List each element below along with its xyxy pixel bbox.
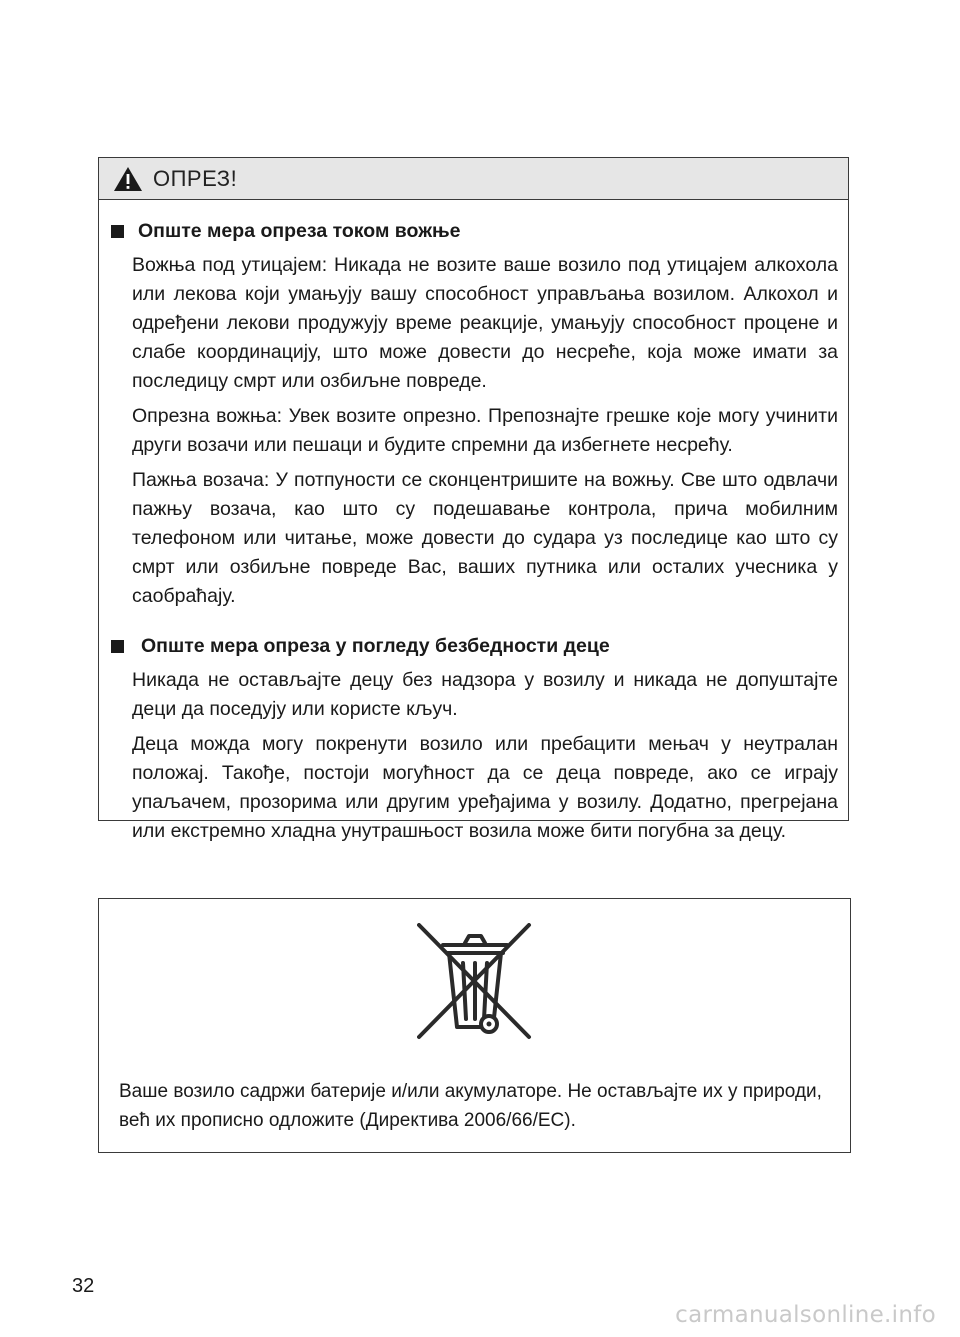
section-heading-driving xyxy=(111,220,838,243)
caution-title: ОПРЕЗ! xyxy=(153,165,238,191)
paragraph-driver-attention: Пажња возача: У потпуности се сконцентришите на вожњу. Све што одвлачи пажњу возача, као што су подешавање контрола, прича мобилним телефоном или читање, може довести до судара уз последице као што су смрт или озбиљне повреде Вас, ваших путника или осталих учесника у саобраћају. xyxy=(132,469,838,607)
crossed-out-bin-icon xyxy=(417,923,533,1041)
recycle-box xyxy=(98,898,851,1153)
paragraph-careful-driving: Опрезна вожња: Увек возите опрезно. Препознајте грешке које могу учинити други возачи или пешаци и будите спремни да избегнете несрећу. xyxy=(132,405,838,456)
square-bullet-icon xyxy=(111,225,124,238)
warning-triangle-icon xyxy=(113,166,143,192)
paragraph-influence: Вожња под утицајем: Никада не возите ваше возило под утицајем алкохола или лекова који умањују вашу способност управљања возилом. Алкохол и одређени лекови продужују време реакције, умањују способност процене и слабе координацију, што може довести до несреће, која може имати за последицу смрт или озбиљне повреде. xyxy=(132,254,838,392)
caution-header xyxy=(99,158,848,200)
section-heading-text: Опште мера опреза у погледу безбедности деце xyxy=(141,635,610,657)
recycle-notice: Ваше возило садржи батерије и/или акумулаторе. Не остављајте их у природи, већ их прописно одложите (Директива 2006/66/EC). xyxy=(119,1081,822,1131)
square-bullet-icon xyxy=(111,640,124,653)
caution-box xyxy=(98,157,849,842)
caution-body xyxy=(99,200,848,846)
watermark: carmanualsonline.info xyxy=(675,1302,936,1328)
section-heading-child-safety xyxy=(111,635,838,658)
page-number: 32 xyxy=(72,1275,95,1297)
paragraph-children-unattended: Никада не остављајте децу без надзора у возилу и никада не допуштајте деци да поседују или користе кључ. xyxy=(132,669,838,720)
paragraph-children-hazards: Деца можда могу покренути возило или пребацити мењач у неутралан положај. Такође, постоји могућност да се деца повреде, ако се играју упаљачем, прозорима или другим уређајима у возилу. Додатно, прегрејана или екстремно хладна унутрашњост возила може бити погубна за децу. xyxy=(132,733,838,842)
section-heading-text: Опште мера опреза током вожње xyxy=(138,220,461,242)
